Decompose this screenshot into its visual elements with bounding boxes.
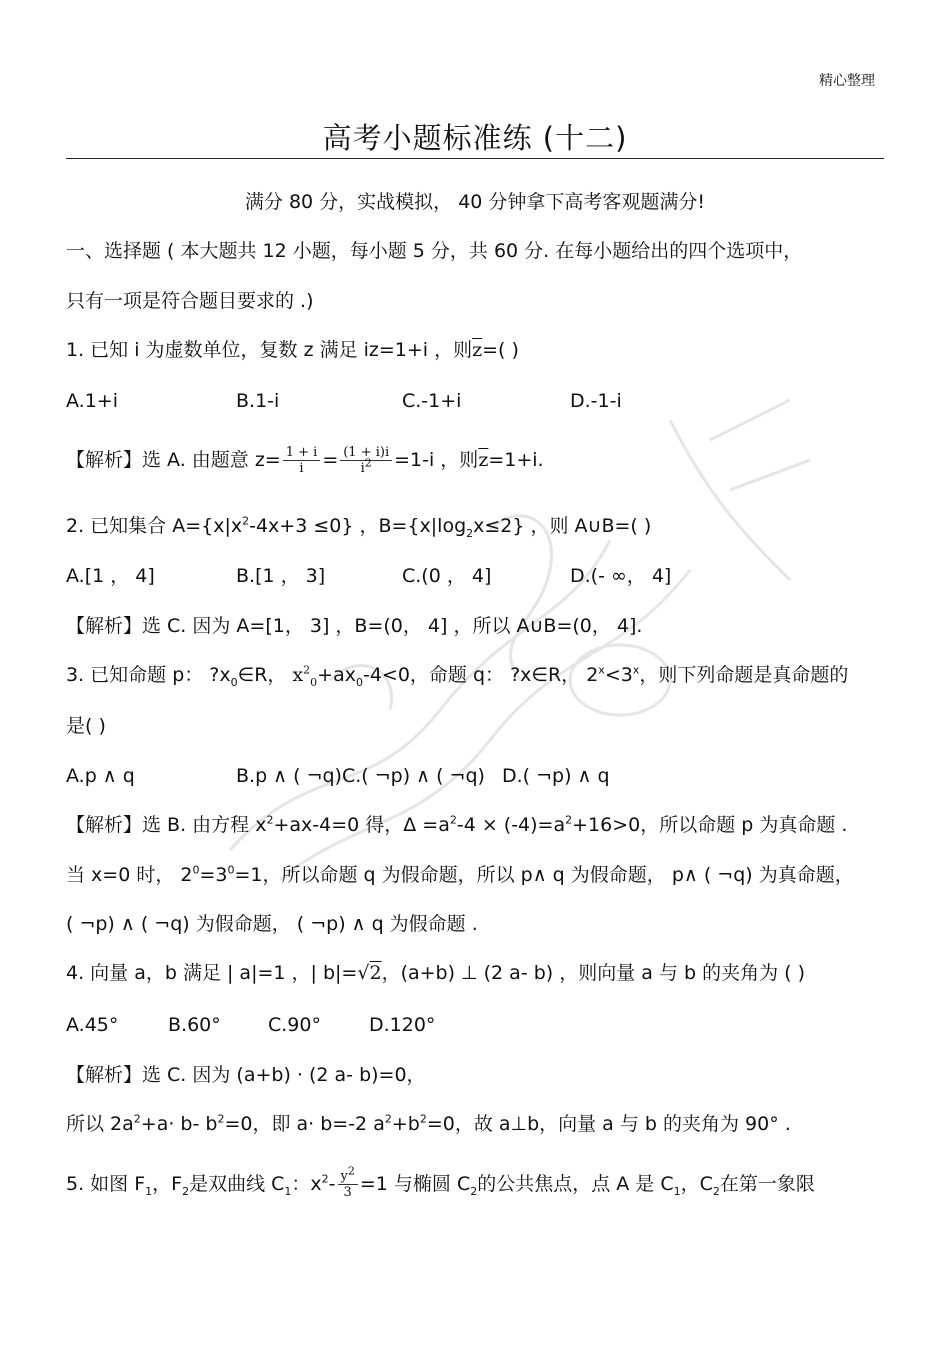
q4-option-a: A.45° [66,1014,119,1036]
q2-option-a: A.[1 ， 4] [66,565,155,587]
q2-option-b: B.[1 ， 3] [236,565,326,587]
q3-solution-line2: 当 x=0 时， $2^0=3^0=1$，所以命题 q 为假命题，所以 p∧ q 为假命题， p∧ ( ¬q) 为真命题， [66,863,854,886]
q4-solution-line1: 【解析】选 C. 因为 (a+b) · (2 a- b)=0， [66,1064,426,1086]
q4-stem: 4. 向量 a，b 满足 | a|=1 ，| b|=√2，(a+b) ⊥ (2 a- b) ，则向量 a 与 b 的夹角为 ( ) [66,962,805,984]
q4-option-d: D.120° [369,1014,436,1036]
q1-fraction-1: $\frac{1 + i}{i}$ [283,445,321,476]
q4-option-c: C.90° [268,1014,321,1036]
q4-solution-line2: 所以 $2a^2+a\cdot b-$ $b^2=0$，即 a· b=-2 $a^2+b^2=0$，故 a⊥b，向量 a 与 b 的夹角为 90° . [66,1112,791,1135]
q3-x0-squared: $x^2_0$ [292,663,318,689]
q5-stem: 5. 如图 $F_1$，$F_2$是双曲线 $C_1$：$x^2-$ $\frac{y^2}{3}$ =1 与椭圆 $C_2$的公共焦点，点 A 是 $C_1$，$C_2$在第一象限 [66,1164,815,1200]
section-heading-line1: 一、选择题 ( 本大题共 12 小题，每小题 5 分，共 60 分. 在每小题给出的四个选项中， [66,240,803,262]
q4-sqrt: √2 [357,962,382,984]
q2-option-c: C.(0 ， 4] [402,565,492,587]
q3-solution-line3: ( ¬p) ∧ ( ¬q) 为假命题， ( ¬p) ∧ q 为假命题 . [66,913,478,935]
q1-option-b: B.1-i [236,390,280,412]
q1-option-a: A.1+i [66,390,118,412]
q4-option-b: B.60° [168,1014,221,1036]
q3-solution-line1: 【解析】选 B. 由方程 $x^2+ax-4=0$ 得，$\Delta =a^2-4 \times (-4)=a^2+16>0$，所以命题 p 为真命题 . [66,813,848,836]
q1-solution: 【解析】选 A. 由题意 z= $\frac{1 + i}{i}$ = $\frac{(1 + i)i}{i^2}$ =1-i ，则$\overline{z}=1+i$. [66,445,544,476]
q2-option-d: D.(- ∞， 4] [570,565,672,587]
section-heading-line2: 只有一项是符合题目要求的 .) [66,290,314,312]
title-divider [66,158,884,159]
q3-stem-line2: 是( ) [66,715,106,737]
q2-stem: 2. 已知集合 $A=\{x|x^2-4x+3 \le 0\}$ ，$B=\{x|\log_2x\le 2\}$ ，则 A∪B=( ) [66,514,652,540]
q1-stem: 1. 已知 i 为虚数单位，复数 z 满足 iz=1+i ，则$\overline{z}=$( ) [66,339,519,361]
q3-option-a: A.p ∧ q [66,765,135,787]
q3-stem-line1: 3. 已知命题 p： $?x_0\in R$， $x^2_0+ax_0-4<0$，命题 q： ?x∈R， $2^x<3^x$，则下列命题是真命题的 [66,663,849,689]
q5-fraction: $\frac{y^2}{3}$ [338,1169,358,1200]
q1-option-d: D.-1-i [570,390,622,412]
q1-option-c: C.-1+i [402,390,462,412]
subtitle: 满分 80 分，实战模拟， 40 分钟拿下高考客观题满分! [244,191,706,213]
page-title: 高考小题标准练 (十二) [322,121,628,155]
q3-option-d: D.( ¬p) ∧ q [502,765,610,787]
q3-option-bc: B.p ∧ ( ¬q)C.( ¬p) ∧ ( ¬q) [236,765,485,787]
header-note: 精心整理 [819,73,875,89]
q1-fraction-2: $\frac{(1 + i)i}{i^2}$ [340,445,392,476]
q2-solution: 【解析】选 C. 因为 A=[1， 3] ，B=(0， 4] ，所以 A∪B=(0， 4]. [66,615,643,637]
